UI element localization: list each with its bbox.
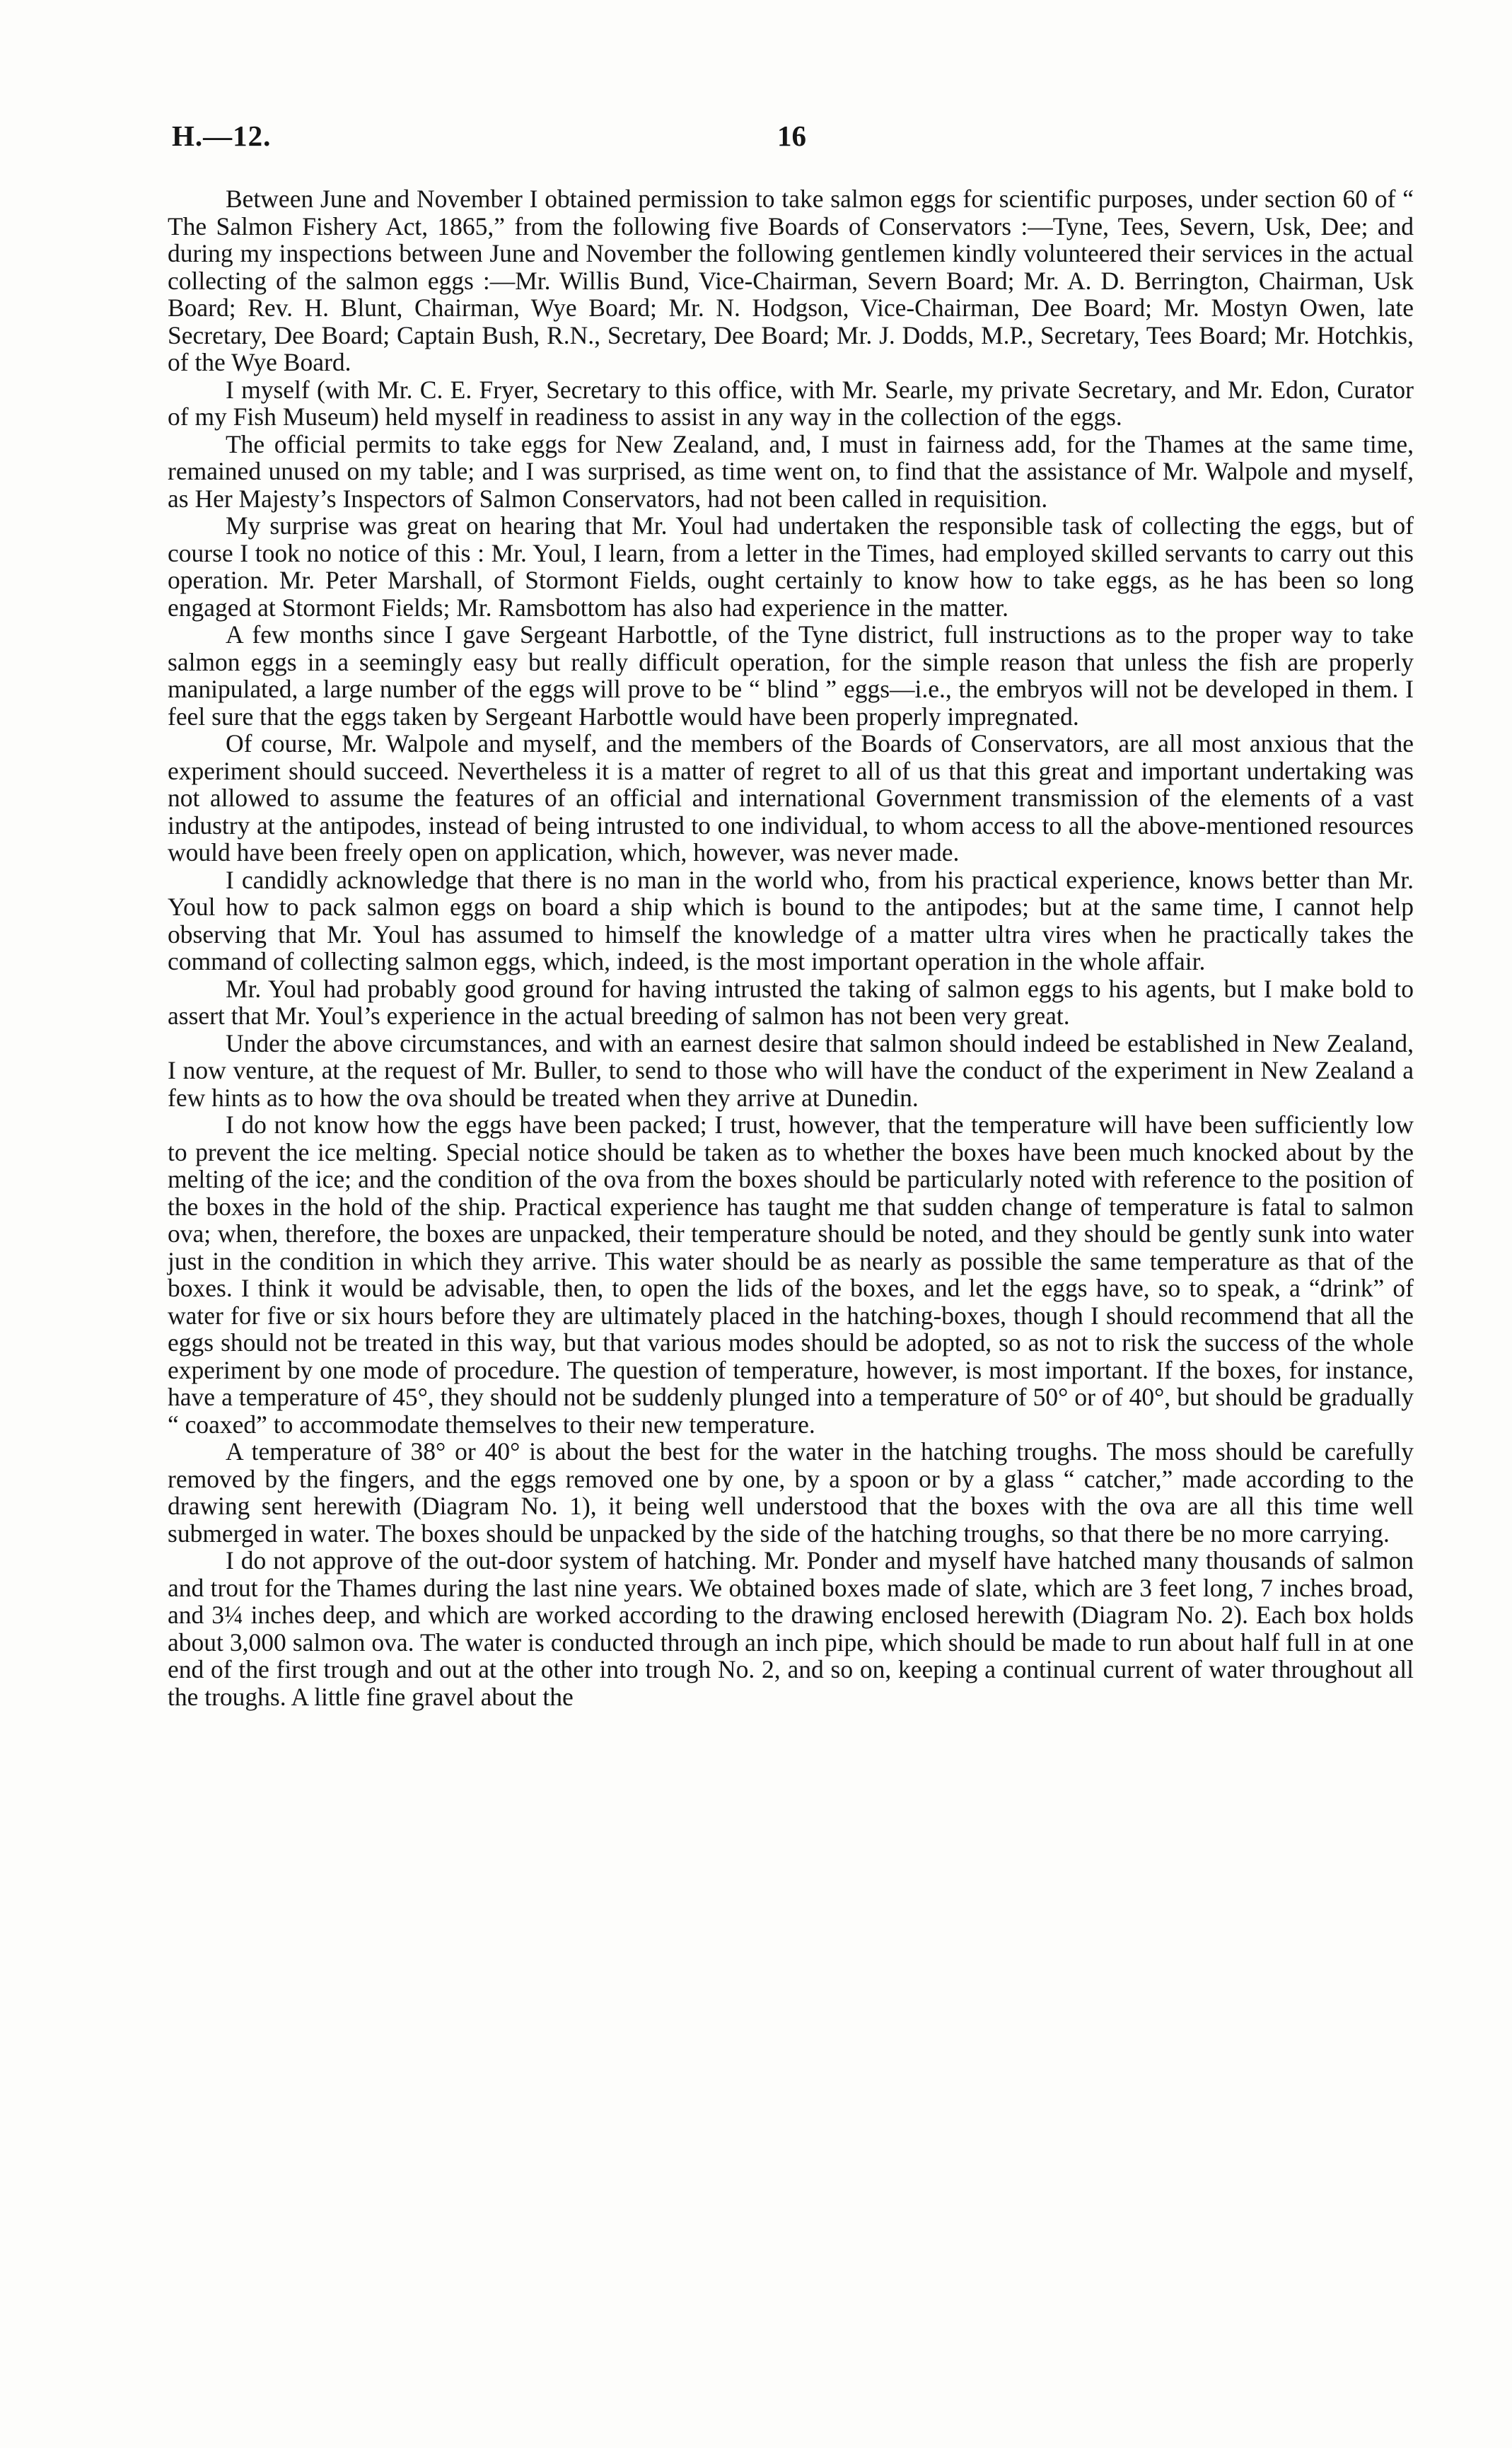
paragraph: Under the above circumstances, and with an earnest desire that salmon should indeed be established in New Zealand, I now venture, at the request of Mr. Buller, to send to those who will have the conduct of the experiment in New Zealand a few hints as to how the ova should be treated when they arrive at Dunedin. <box>168 1028 1414 1112</box>
paragraph: The official permits to take eggs for New Zealand, and, I must in fairness add, for the Thames at the same time, remained unused on my table; and I was surprised, as time went on, to find that the assistance of Mr. Walpole and myself, as Her Majesty’s Inspectors of Salmon Conservators, had not been called in requisition. <box>168 429 1414 513</box>
paragraph: A temperature of 38° or 40° is about the best for the water in the hatching troughs. The moss should be carefully removed by the fingers, and the eggs removed one by one, by a spoon or by a glass “ catcher,” made according to the drawing sent herewith (Diagram No. 1), it being well understood that the boxes with the ova are all this time well submerged in water. The boxes should be unpacked by the side of the hatching troughs, so that there be no more carrying. <box>168 1437 1414 1548</box>
paragraph: Of course, Mr. Walpole and myself, and the members of the Boards of Conservators, are all most anxious that the experiment should succeed. Nevertheless it is a matter of regret to all of us that this great and important undertaking was not allowed to assume the features of an official and international Government transmission of the elements of a vast industry at the antipodes, instead of being intrusted to one individual, to whom access to all the above-mentioned resources would have been freely open on application, which, however, was never made. <box>168 729 1414 866</box>
paragraph: A few months since I gave Sergeant Harbottle, of the Tyne district, full instructions as to the proper way to take salmon eggs in a seemingly easy but really difficult operation, for the simple reason that unless the fish are properly manipulated, a large number of the eggs will prove to be “ blind ” eggs—i.e., the embryos will not be developed in them. I feel sure that the eggs taken by Sergeant Harbottle would have been properly impregnated. <box>168 620 1414 731</box>
paragraph: I myself (with Mr. C. E. Fryer, Secretary to this office, with Mr. Searle, my private Secretary, and Mr. Edon, Curator of my Fish Museum) held myself in readiness to assist in any way in the collection of the eggs. <box>168 375 1414 431</box>
paragraph: I do not know how the eggs have been packed; I trust, however, that the temperature will have been sufficiently low to prevent the ice melting. Special notice should be taken as to whether the boxes have been much knocked about by the melting of the ice; and the condition of the ova from the boxes should be particularly noted with reference to the position of the boxes in the hold of the ship. Practical experience has taught me that sudden change of temperature is fatal to salmon ova; when, therefore, the boxes are unpacked, their temperature should be noted, and they should be gently sunk into water just in the condition in which they arrive. This water should be as nearly as possible the same temperature as that of the boxes. I think it would be advisable, then, to open the lids of the boxes, and let the eggs have, so to speak, a “drink” of water for five or six hours before they are ultimately placed in the hatching-boxes, though I should recommend that all the eggs should not be treated in this way, but that various modes should be adopted, so as not to risk the success of the whole experiment by one mode of procedure. The question of temperature, however, is most important. If the boxes, for instance, have a temperature of 45°, they should not be suddenly plunged into a temperature of 50° or of 40°, but should be gradually “ coaxed” to accommodate themselves to their new temperature. <box>168 1110 1414 1439</box>
paragraph: I do not approve of the out-door system of hatching. Mr. Ponder and myself have hatched many thousands of salmon and trout for the Thames during the last nine years. We obtained boxes made of slate, which are 3 feet long, 7 inches broad, and 3¼ inches deep, and which are worked according to the drawing enclosed herewith (Diagram No. 2). Each box holds about 3,000 salmon ova. The water is conducted through an inch pipe, which should be made to run about half full in at one end of the first trough and out at the other into trough No. 2, and so on, keeping a continual current of water throughout all the troughs. A little fine gravel about the <box>168 1546 1414 1711</box>
page-header <box>172 119 1412 161</box>
paragraph: Mr. Youl had probably good ground for having intrusted the taking of salmon eggs to his agents, but I make bold to assert that Mr. Youl’s experience in the actual breeding of salmon has not been very great. <box>168 974 1414 1030</box>
page-number: 16 <box>777 120 806 152</box>
paragraph: I candidly acknowledge that there is no man in the world who, from his practical experience, knows better than Mr. Youl how to pack salmon eggs on board a ship which is bound to the antipodes; but at the same time, I cannot help observing that Mr. Youl has assumed to himself the knowledge of a matter ultra vires when he practically takes the command of collecting salmon eggs, which, indeed, is the most important operation in the whole affair. <box>168 865 1414 975</box>
document-identifier: H.—12. <box>172 120 272 152</box>
paragraph: My surprise was great on hearing that Mr. Youl had undertaken the responsible task of collecting the eggs, but of course I took no notice of this : Mr. Youl, I learn, from a letter in the Times, had employed skilled servants to carry out this operation. Mr. Peter Marshall, of Stormont Fields, ought certainly to know how to take eggs, as he has been so long engaged at Stormont Fields; Mr. Ramsbottom has also had experience in the matter. <box>168 511 1414 622</box>
body-text <box>168 185 1414 1710</box>
paragraph: Between June and November I obtained permission to take salmon eggs for scientific purposes, under section 60 of “ The Salmon Fishery Act, 1865,” from the following five Boards of Conservators :—Tyne, Tees, Severn, Usk, Dee; and during my inspections between June and November the following gentlemen kindly volunteered their services in the actual collecting of the salmon eggs :—Mr. Willis Bund, Vice-Chairman, Severn Board; Mr. A. D. Berrington, Chairman, Usk Board; Rev. H. Blunt, Chairman, Wye Board; Mr. N. Hodgson, Vice-Chairman, Dee Board; Mr. Mostyn Owen, late Secretary, Dee Board; Captain Bush, R.N., Secretary, Dee Board; Mr. J. Dodds, M.P., Secretary, Tees Board; Mr. Hotchkis, of the Wye Board. <box>168 185 1414 376</box>
